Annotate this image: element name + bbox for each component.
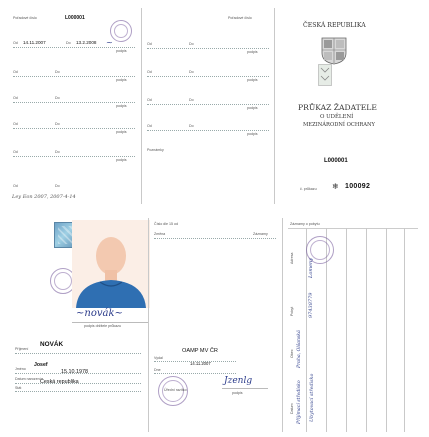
row-block xyxy=(142,66,274,80)
row-podpis: podpis xyxy=(247,106,258,110)
cover-number: L000001 xyxy=(324,158,348,164)
row-od-label: Od xyxy=(13,96,18,100)
birth-value: 15.10.1978 xyxy=(61,369,88,375)
row-block xyxy=(142,94,274,108)
col-obec-label: Obec xyxy=(290,349,294,358)
row-block xyxy=(6,146,142,160)
zaznam-label: Záznamy xyxy=(253,232,268,236)
row1-od-value: 14.11.2007 xyxy=(23,40,46,45)
row-do-label: Do xyxy=(189,124,194,128)
records-column-line xyxy=(386,228,387,432)
row-block xyxy=(6,180,142,194)
record-hand-5: Ubytovací středisko xyxy=(310,373,315,422)
country-name: ČESKÁ REPUBLIKA xyxy=(303,22,366,29)
page-divider xyxy=(148,218,149,432)
record-hand-2: 97438779 xyxy=(308,292,314,318)
issue-date-label: Dne xyxy=(154,368,161,372)
serial-number: L000001 xyxy=(65,15,85,21)
signature-scribble: ~ xyxy=(106,38,113,47)
mid-header: Pořadové číslo xyxy=(228,16,252,20)
row-block xyxy=(6,92,142,106)
issuer-value: OAMP MV ČR xyxy=(182,348,218,354)
row-podpis: podpis xyxy=(247,132,258,136)
row-podpis: podpis xyxy=(247,50,258,54)
row-block xyxy=(6,118,142,132)
row-do-label: Do xyxy=(55,184,60,188)
name-value: Josef xyxy=(34,362,48,368)
row-do-label: Do xyxy=(55,70,60,74)
serial-label: Pořadové číslo xyxy=(13,16,37,20)
row-do-label: Do xyxy=(55,122,60,126)
row-od-label: Od xyxy=(13,70,18,74)
row-podpis: podpis xyxy=(116,158,127,162)
col-datum-label: Datum xyxy=(290,403,294,414)
official-podpis-label: podpis xyxy=(232,391,243,395)
evidence-number: 100092 xyxy=(345,183,371,190)
row-do-label: Do xyxy=(189,42,194,46)
row-od-label: Od xyxy=(13,184,18,188)
row-od-label: Od xyxy=(147,42,152,46)
cislo-label: Číslo dle 15 od xyxy=(154,222,178,226)
row1-do-value: 13.2.2008 xyxy=(76,40,97,45)
state-label: Stát xyxy=(15,386,22,390)
row-podpis: podpis xyxy=(116,78,127,82)
row-do-label: Do xyxy=(189,98,194,102)
stamp-caption: Úřední razítko xyxy=(164,388,187,392)
document-subtitle-line2: MEZINÁRODNÍ OCHRANY xyxy=(303,122,375,128)
stamp-seal xyxy=(110,20,132,42)
records-column-line xyxy=(366,228,367,432)
issue-date-value: 14.11.2007 xyxy=(190,361,211,366)
row-block xyxy=(6,66,142,80)
row-block xyxy=(142,38,274,52)
records-column-line xyxy=(346,228,347,432)
photo xyxy=(72,220,150,308)
page-divider xyxy=(282,218,283,432)
row-do-label: Do xyxy=(189,70,194,74)
page-personal xyxy=(6,218,148,434)
record-hand-3: Praha, Olšanská xyxy=(297,330,302,368)
state-value: Česká republika xyxy=(40,379,79,385)
issuer-label: Vydal xyxy=(154,356,163,360)
row-od-label: Od xyxy=(147,124,152,128)
evidence-label: č. průkazu xyxy=(300,187,317,191)
page-divider xyxy=(274,8,275,204)
row-do-label: Do xyxy=(55,150,60,154)
document-title: PRŮKAZ ŽADATELE xyxy=(298,103,377,112)
row1-podpis: podpis xyxy=(116,49,127,53)
page-top-middle xyxy=(142,8,274,206)
page-top-left xyxy=(6,8,142,206)
document-subtitle-line1: O UDĚLENÍ xyxy=(320,114,354,120)
row-podpis: podpis xyxy=(247,78,258,82)
zmena-label: Změna xyxy=(154,232,166,236)
page-issue xyxy=(150,218,280,434)
name-label: Jméno xyxy=(15,367,26,371)
official-signature: Jzenlg xyxy=(224,376,253,386)
records-column-line xyxy=(404,228,405,432)
row1-od-label: Od xyxy=(13,41,18,45)
row-od-label: Od xyxy=(13,122,18,126)
col-adresa-label: Adresa xyxy=(290,252,294,264)
records-column-line xyxy=(306,228,307,432)
row-do-label: Do xyxy=(55,96,60,100)
portrait-silhouette-icon xyxy=(72,220,150,308)
records-header: Záznamy o pobytu xyxy=(290,222,320,226)
snowflake-icon: ❄ xyxy=(332,182,339,191)
signature-caption: podpis držitele průkazu xyxy=(84,324,121,328)
surname-value: NOVÁK xyxy=(40,341,64,348)
page-records xyxy=(284,218,422,434)
record-hand-1: Lomeny xyxy=(308,257,314,278)
record-hand-4: Přijímací středisko xyxy=(297,380,302,424)
row-podpis: podpis xyxy=(116,130,127,134)
row-od-label: Od xyxy=(147,98,152,102)
handwritten-note: Ley Eon 2007, 2007-4-14 xyxy=(12,194,76,200)
row-od-label: Od xyxy=(13,150,18,154)
page-cover xyxy=(276,8,424,206)
surname-label: Příjmení xyxy=(15,347,29,351)
poznamky-label: Poznámky xyxy=(147,148,164,152)
row-block xyxy=(142,120,274,134)
row-od-label: Od xyxy=(147,70,152,74)
birth-label: Datum narození xyxy=(15,377,41,381)
coat-of-arms-icon xyxy=(321,37,347,65)
holder-signature: ~novák~ xyxy=(76,308,123,319)
hologram-emblem-icon xyxy=(318,64,332,86)
col-pobyt-label: Pobyt xyxy=(290,306,294,316)
row1-do-label: Do xyxy=(66,41,71,45)
row-podpis: podpis xyxy=(116,104,127,108)
